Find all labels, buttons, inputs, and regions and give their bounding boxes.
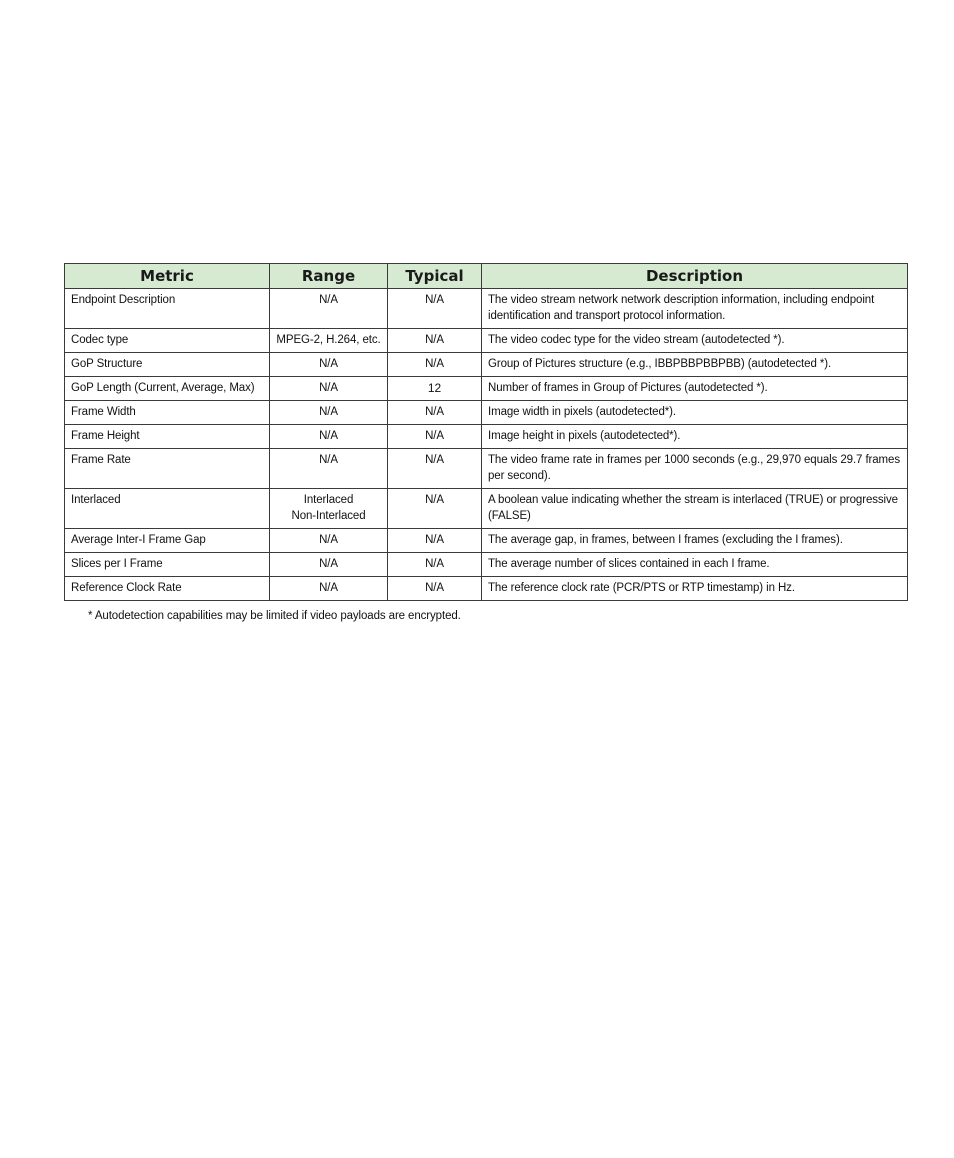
cell-metric: Codec type <box>65 329 270 353</box>
range-value: Non-Interlaced <box>291 510 366 522</box>
cell-description: The average number of slices contained in each I frame. <box>482 553 908 577</box>
cell-description: The video frame rate in frames per 1000 seconds (e.g., 29,970 equals 29.7 frames per second). <box>482 449 908 489</box>
cell-description: The video codec type for the video stream (autodetected *). <box>482 329 908 353</box>
cell-range <box>270 401 388 425</box>
cell-typical: N/A <box>388 553 482 577</box>
cell-description: Image width in pixels (autodetected*). <box>482 401 908 425</box>
cell-metric: Slices per I Frame <box>65 553 270 577</box>
cell-typical: N/A <box>388 329 482 353</box>
table-row <box>65 401 908 425</box>
cell-metric: Endpoint Description <box>65 289 270 329</box>
table-header-row <box>65 264 908 289</box>
range-value: N/A <box>319 358 338 370</box>
table-body <box>65 289 908 601</box>
table-row <box>65 353 908 377</box>
cell-range <box>270 449 388 489</box>
cell-metric: GoP Length (Current, Average, Max) <box>65 377 270 401</box>
cell-range <box>270 425 388 449</box>
range-value: N/A <box>319 430 338 442</box>
cell-description: Number of frames in Group of Pictures (autodetected *). <box>482 377 908 401</box>
cell-description: Group of Pictures structure (e.g., IBBPBBPBBPBB) (autodetected *). <box>482 353 908 377</box>
cell-typical: N/A <box>388 489 482 529</box>
header-metric: Metric <box>65 264 270 289</box>
cell-metric: Reference Clock Rate <box>65 577 270 601</box>
cell-typical: N/A <box>388 529 482 553</box>
cell-typical: N/A <box>388 353 482 377</box>
header-typical: Typical <box>388 264 482 289</box>
cell-description: The video stream network network description information, including endpoint identification and transport protocol information. <box>482 289 908 329</box>
range-value: N/A <box>319 294 338 306</box>
footnote: * Autodetection capabilities may be limited if video payloads are encrypted. <box>88 610 461 622</box>
table-row <box>65 577 908 601</box>
table-row <box>65 449 908 489</box>
table-row <box>65 425 908 449</box>
cell-range <box>270 553 388 577</box>
cell-range <box>270 353 388 377</box>
cell-typical: 12 <box>388 377 482 401</box>
range-value: N/A <box>319 558 338 570</box>
cell-metric: Frame Height <box>65 425 270 449</box>
cell-range <box>270 289 388 329</box>
table-row <box>65 529 908 553</box>
range-value: N/A <box>319 582 338 594</box>
cell-description: Image height in pixels (autodetected*). <box>482 425 908 449</box>
range-value: MPEG-2, H.264, etc. <box>276 334 381 346</box>
cell-typical: N/A <box>388 401 482 425</box>
cell-typical: N/A <box>388 425 482 449</box>
table-row <box>65 377 908 401</box>
cell-description: The average gap, in frames, between I frames (excluding the I frames). <box>482 529 908 553</box>
range-value: N/A <box>319 534 338 546</box>
cell-typical: N/A <box>388 577 482 601</box>
cell-typical: N/A <box>388 449 482 489</box>
metrics-table <box>64 263 908 601</box>
cell-range <box>270 529 388 553</box>
table-row <box>65 489 908 529</box>
table-row <box>65 289 908 329</box>
cell-description: A boolean value indicating whether the stream is interlaced (TRUE) or progressive (FALSE) <box>482 489 908 529</box>
cell-metric: Interlaced <box>65 489 270 529</box>
range-value: N/A <box>319 382 338 394</box>
cell-metric: Frame Rate <box>65 449 270 489</box>
range-value: N/A <box>319 454 338 466</box>
cell-metric: Average Inter-I Frame Gap <box>65 529 270 553</box>
metrics-table-container <box>64 263 907 601</box>
header-range: Range <box>270 264 388 289</box>
cell-range <box>270 577 388 601</box>
range-value: N/A <box>319 406 338 418</box>
table-row <box>65 329 908 353</box>
cell-description: The reference clock rate (PCR/PTS or RTP timestamp) in Hz. <box>482 577 908 601</box>
cell-metric: Frame Width <box>65 401 270 425</box>
cell-range <box>270 329 388 353</box>
range-value: Interlaced <box>303 494 354 506</box>
table-row <box>65 553 908 577</box>
cell-range <box>270 377 388 401</box>
cell-typical: N/A <box>388 289 482 329</box>
header-description: Description <box>482 264 908 289</box>
cell-metric: GoP Structure <box>65 353 270 377</box>
cell-range <box>270 489 388 529</box>
